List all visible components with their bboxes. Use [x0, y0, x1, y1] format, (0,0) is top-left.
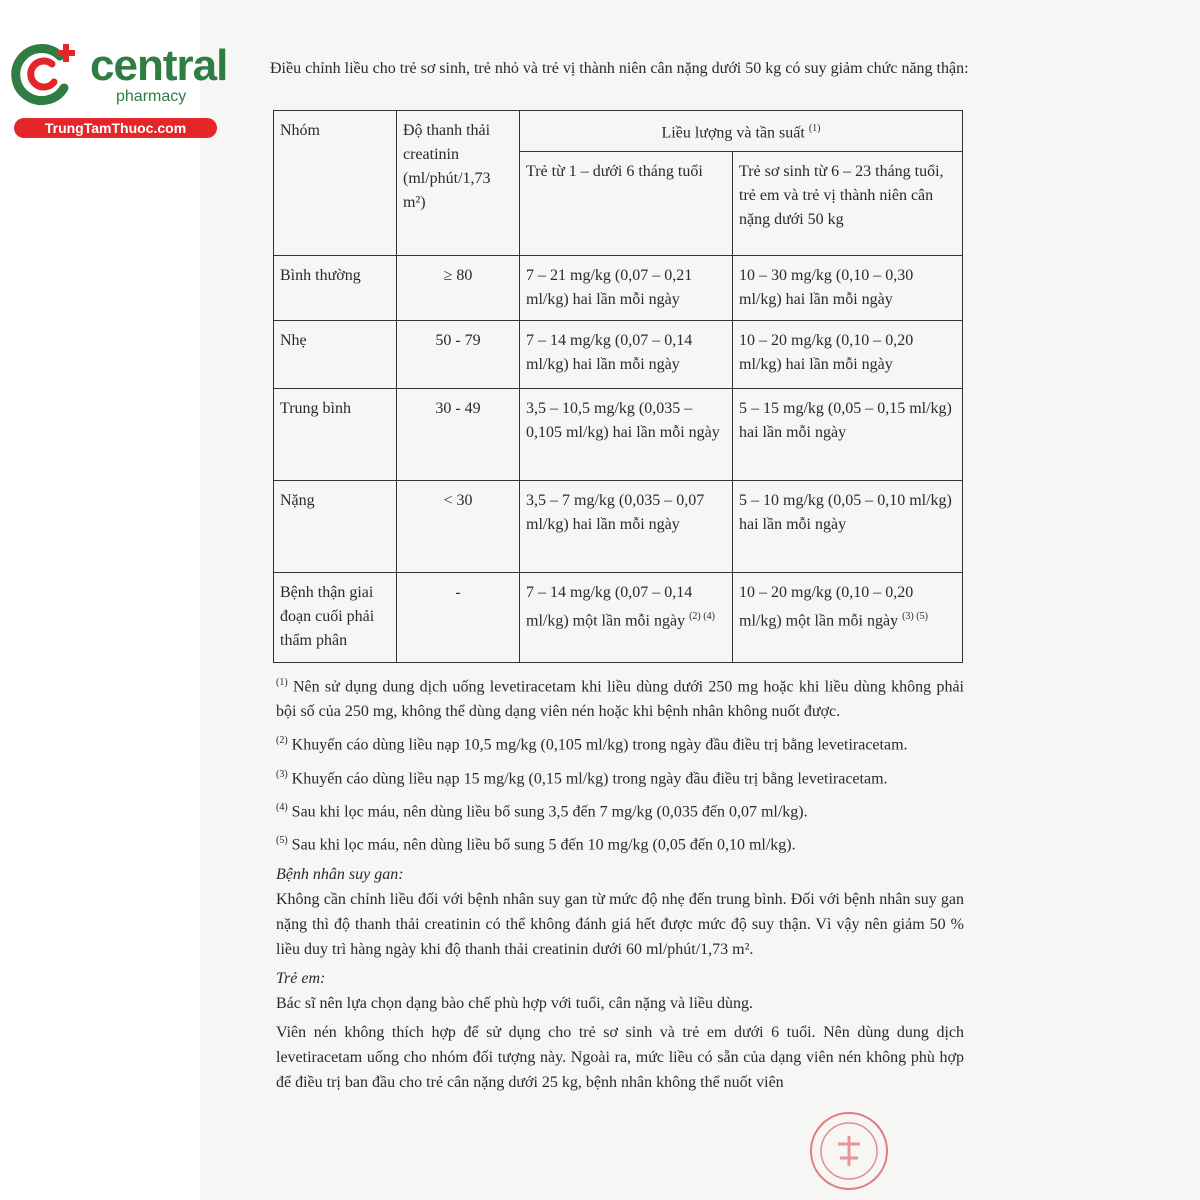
footnote-ref: (2): [276, 735, 288, 747]
row-dose-a-cell: [520, 573, 733, 663]
header-dose-ref: (1): [808, 123, 821, 134]
header-group: Nhóm: [274, 111, 397, 256]
footnote-ref: (4): [276, 801, 288, 813]
row-clearance: < 30: [397, 481, 520, 573]
header-dose-label: Liều lượng và tần suất: [661, 124, 805, 142]
footnote-text: Nên sử dụng dung dịch uống levetiracetam khi liều dùng dưới 250 mg hoặc khi liều dùng không phải bội số của 250 mg, không thể dùng dạng viên nén hoặc khi bệnh nhân không nuốt được.: [276, 678, 965, 721]
footnote-text: Khuyến cáo dùng liều nạp 10,5 mg/kg (0,105 ml/kg) trong ngày đầu điều trị bằng levetiracetam.: [291, 736, 908, 754]
footnote: [276, 728, 964, 757]
row-dose-b: 10 – 20 mg/kg (0,10 – 0,20 ml/kg) hai lần mỗi ngày: [733, 321, 963, 389]
children-paragraph-1: Bác sĩ nên lựa chọn dạng bào chế phù hợp với tuổi, cân nặng và liều dùng.: [276, 994, 754, 1012]
table-row: [274, 321, 963, 389]
renal-dose-table: [273, 110, 963, 663]
table-row: [274, 573, 963, 663]
table-header-row: [274, 111, 963, 152]
row-clearance: -: [397, 573, 520, 663]
children-heading: Trẻ em:: [276, 969, 326, 987]
table-row: [274, 389, 963, 481]
footnote-ref: (1): [276, 677, 288, 688]
header-clearance: Độ thanh thải creatinin (ml/phút/1,73 m²): [397, 111, 520, 256]
row-dose-b-refs: (3) (5): [902, 611, 928, 623]
footnote: [276, 795, 964, 824]
footnote-ref: (3): [276, 768, 288, 780]
row-group: Nhẹ: [274, 321, 397, 389]
header-age-1-6m: Trẻ từ 1 – dưới 6 tháng tuổi: [520, 152, 733, 256]
row-dose-b: 10 – 30 mg/kg (0,10 – 0,30 ml/kg) hai lần mỗi ngày: [733, 256, 963, 321]
row-dose-a: 7 – 14 mg/kg (0,07 – 0,14 ml/kg) hai lần mỗi ngày: [520, 321, 733, 389]
logo-brand: central: [90, 41, 228, 90]
pharmacy-logo[interactable]: [8, 38, 228, 138]
row-dose-a-refs: (2) (4): [689, 611, 715, 623]
row-group: Nặng: [274, 481, 397, 573]
footnote: [276, 762, 964, 791]
logo-subtitle: pharmacy: [116, 88, 187, 105]
row-dose-b-cell: [733, 573, 963, 663]
central-logo-icon: [8, 38, 80, 110]
row-clearance: ≥ 80: [397, 256, 520, 321]
logo-site-url[interactable]: TrungTamThuoc.com: [14, 118, 217, 138]
table-row: [274, 256, 963, 321]
seal-stamp-icon: [808, 1110, 890, 1192]
row-group: Bình thường: [274, 256, 397, 321]
row-clearance: 50 - 79: [397, 321, 520, 389]
liver-paragraph: Không cần chỉnh liều đối với bệnh nhân suy gan từ mức độ nhẹ đến trung bình. Đối với bệnh nhân suy gan nặng thì độ thanh thải creatinin có thể không đánh giá hết được mức độ suy thận. Vì vậy nên giảm 50 % liều duy trì hàng ngày khi độ thanh thải creatinin dưới 60 ml/phút/1,73 m².: [276, 890, 964, 958]
children-paragraph-2: Viên nén không thích hợp để sử dụng cho trẻ sơ sinh và trẻ em dưới 6 tuổi. Nên dùng dung dịch levetiracetam uống cho nhóm đối tượng này. Ngoài ra, mức liều có sẵn của dạng viên nén không phù hợp để điều trị ban đầu cho trẻ cân nặng dưới 25 kg, bệnh nhân không thể nuốt viên: [276, 1023, 964, 1091]
footnote-text: Sau khi lọc máu, nên dùng liều bổ sung 3,5 đến 7 mg/kg (0,035 đến 0,07 ml/kg).: [291, 803, 808, 821]
row-dose-b: 5 – 15 mg/kg (0,05 – 0,15 ml/kg) hai lần mỗi ngày: [733, 389, 963, 481]
header-dose: [520, 111, 963, 152]
table-row: [274, 481, 963, 573]
row-dose-a: 3,5 – 10,5 mg/kg (0,035 – 0,105 ml/kg) hai lần mỗi ngày: [520, 389, 733, 481]
row-clearance: 30 - 49: [397, 389, 520, 481]
liver-heading: Bệnh nhân suy gan:: [276, 865, 404, 883]
row-group: Trung bình: [274, 389, 397, 481]
footnote: [276, 670, 964, 724]
footnote-ref: (5): [276, 835, 288, 847]
row-dose-b: 10 – 20 mg/kg (0,10 – 0,20 ml/kg) một lần mỗi ngày: [739, 584, 914, 630]
footnote-text: Sau khi lọc máu, nên dùng liều bổ sung 5 đến 10 mg/kg (0,05 đến 0,10 ml/kg).: [291, 836, 796, 854]
row-dose-a: 3,5 – 7 mg/kg (0,035 – 0,07 ml/kg) hai lần mỗi ngày: [520, 481, 733, 573]
row-dose-b: 5 – 10 mg/kg (0,05 – 0,10 ml/kg) hai lần mỗi ngày: [733, 481, 963, 573]
footnote: [276, 828, 964, 857]
header-age-6-23m: Trẻ sơ sinh từ 6 – 23 tháng tuổi, trẻ em và trẻ vị thành niên cân nặng dưới 50 kg: [733, 152, 963, 256]
row-dose-a: 7 – 14 mg/kg (0,07 – 0,14 ml/kg) một lần mỗi ngày: [526, 584, 693, 630]
table-intro: Điều chỉnh liều cho trẻ sơ sinh, trẻ nhỏ và trẻ vị thành niên cân nặng dưới 50 kg có suy giảm chức năng thận:: [270, 60, 969, 77]
footnotes-section: [276, 670, 964, 1099]
row-group: Bệnh thận giai đoạn cuối phải thẩm phân: [274, 573, 397, 663]
row-dose-a: 7 – 21 mg/kg (0,07 – 0,21 ml/kg) hai lần mỗi ngày: [520, 256, 733, 321]
footnote-text: Khuyến cáo dùng liều nạp 15 mg/kg (0,15 ml/kg) trong ngày đầu điều trị bằng levetiracetam.: [291, 769, 888, 787]
